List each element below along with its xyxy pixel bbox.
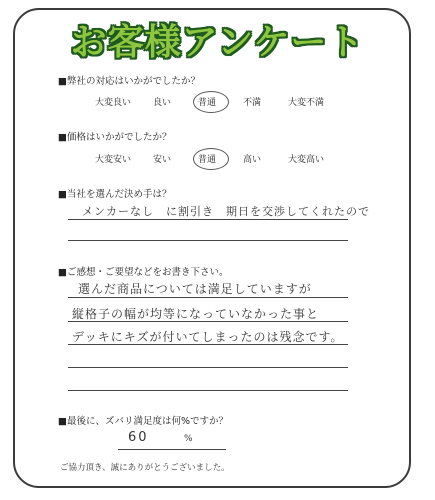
satisfaction-unit: %: [184, 434, 193, 444]
question-2-options: [95, 152, 346, 165]
q1-option-good[interactable]: 良い: [153, 98, 172, 108]
satisfaction-value: 60: [128, 430, 149, 445]
question-3-label: ■当社を選んだ決め手は？: [58, 189, 172, 200]
question-4-handwritten-line-2: 縦格子の幅が均等になっていなかった事と: [72, 307, 320, 321]
question-2-label: ■価格はいかがでしたか？: [58, 132, 172, 143]
q2-option-average-selected[interactable]: 普通: [198, 152, 243, 165]
answer-line: [68, 297, 348, 298]
question-1-label: ■弊社の対応はいかがでしたか？: [58, 76, 200, 87]
question-3-handwritten-answer: メンカーなし に割引き 期日を交渉してくれたので: [82, 205, 370, 218]
question-4-handwritten-line-1: 選んだ商品については満足していますが: [78, 282, 312, 296]
answer-line: [68, 321, 348, 322]
answer-line: [68, 344, 348, 345]
q2-option-very-cheap[interactable]: 大変安い: [95, 155, 132, 165]
satisfaction-underline: [118, 449, 226, 450]
answer-line: [68, 390, 348, 391]
question-5-label: ■最後に、ズバリ満足度は何%ですか？: [58, 416, 229, 427]
answer-line: [68, 219, 348, 220]
q2-option-cheap[interactable]: 安い: [153, 155, 172, 165]
q1-option-very-dissatisfied[interactable]: 大変不満: [288, 98, 325, 108]
satisfaction-field: [118, 430, 226, 449]
answer-line: [68, 240, 348, 241]
question-4-label: ■ご感想・ご要望などをお書き下さい。: [58, 267, 229, 278]
survey-title: お客様アンケート: [70, 22, 365, 63]
footer-thanks: ご協力頂き、誠にありがとうございました。: [60, 463, 230, 473]
question-4-handwritten-line-3: デッキにキズが付いてしまったのは残念です。: [72, 330, 344, 344]
q1-option-very-good[interactable]: 大変良い: [95, 98, 132, 108]
answer-line: [68, 367, 348, 368]
q2-option-expensive[interactable]: 高い: [243, 155, 262, 165]
q1-option-dissatisfied[interactable]: 不満: [243, 98, 262, 108]
q2-option-very-expensive[interactable]: 大変高い: [288, 155, 325, 165]
question-1-options: [95, 95, 346, 108]
q1-option-average-selected[interactable]: 普通: [198, 95, 243, 108]
